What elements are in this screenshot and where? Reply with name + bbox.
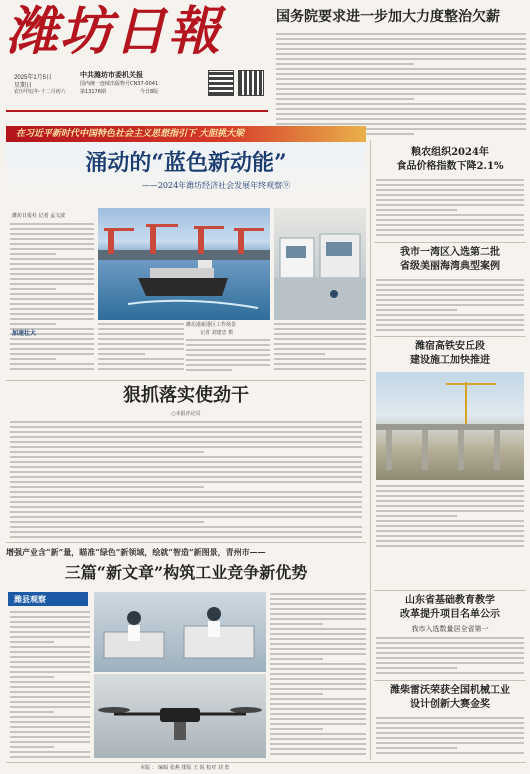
- body-text-line: [186, 339, 270, 341]
- body-text-line: [276, 53, 526, 55]
- banner-text: 在习近平新时代中国特色社会主义思想指引下 大胆挑大梁: [16, 129, 245, 139]
- body-text-line: [10, 501, 362, 503]
- body-text-line: [270, 703, 366, 705]
- railway-scene-graphic: [376, 372, 524, 480]
- body-text-line: [376, 184, 524, 186]
- body-text-line: [98, 363, 184, 365]
- body-text-line: [376, 299, 524, 301]
- footer-divider: [6, 762, 526, 763]
- body-text-line: [376, 179, 524, 181]
- masthead: [0, 0, 270, 112]
- body-text-line: [98, 333, 184, 335]
- body-text-line: [276, 48, 526, 50]
- body-text-line: [270, 613, 366, 615]
- body-text-line: [274, 358, 366, 360]
- body-text-line: [10, 636, 90, 638]
- body-text-line: [98, 348, 184, 350]
- body-text-line: [10, 491, 362, 493]
- body-text-line: [376, 214, 524, 216]
- body-text-line: [10, 308, 94, 310]
- right-photo-railway: [376, 372, 524, 480]
- body-text-line: [376, 495, 524, 497]
- body-text-line: [10, 716, 90, 718]
- right-story3-title2: 建设施工加快推进: [410, 355, 490, 366]
- body-text-line: [276, 93, 526, 95]
- body-text-line: [276, 63, 414, 65]
- qingzhou-label-text: 潍县观察: [14, 595, 46, 604]
- body-text-line: [10, 756, 90, 758]
- body-text-line: [10, 238, 94, 240]
- body-text-line: [10, 343, 94, 345]
- body-text-line: [10, 476, 362, 478]
- body-text-line: [270, 618, 366, 620]
- body-text-line: [10, 426, 362, 428]
- body-text-line: [270, 743, 366, 745]
- body-text-line: [10, 466, 362, 468]
- body-text-line: [376, 520, 524, 522]
- body-text-line: [10, 233, 94, 235]
- body-text-line: [376, 219, 524, 221]
- lead-title-block: [6, 142, 366, 204]
- body-text-line: [10, 421, 362, 423]
- body-text-line: [376, 284, 524, 286]
- qingzhou-photo-workshop: [94, 592, 266, 672]
- body-text-line: [186, 364, 270, 366]
- lead-photo-caption: 潍坊港新港区工作场景: [186, 322, 237, 328]
- body-text-line: [10, 348, 94, 350]
- body-text-line: [274, 338, 366, 340]
- body-text-line: [10, 676, 54, 678]
- body-text-line: [10, 303, 94, 305]
- right-story1-title2: 食品价格指数下降2.1%: [396, 161, 504, 172]
- lead-section-label: 加速壮大: [12, 330, 37, 337]
- right-divider: [374, 242, 526, 243]
- body-text-line: [10, 691, 90, 693]
- body-text-line: [274, 328, 366, 330]
- body-text-line: [10, 736, 90, 738]
- body-text-line: [10, 446, 362, 448]
- masthead-weekday: 星期日: [14, 83, 33, 89]
- body-text-line: [10, 731, 90, 733]
- body-text-line: [376, 234, 524, 236]
- body-text-line: [10, 661, 90, 663]
- body-text-line: [10, 431, 362, 433]
- body-text-line: [10, 263, 94, 265]
- top-right-body: [276, 32, 526, 136]
- body-text-line: [376, 530, 524, 532]
- right-story1-body: [376, 178, 524, 240]
- body-text-line: [274, 323, 366, 325]
- body-text-line: [10, 363, 94, 365]
- body-text-line: [376, 229, 524, 231]
- body-text-line: [10, 681, 90, 683]
- body-text-line: [10, 223, 94, 225]
- lead-col3-text: [186, 338, 270, 372]
- column-divider: [370, 140, 371, 760]
- body-text-line: [270, 608, 366, 610]
- body-text-line: [376, 329, 524, 331]
- commentary-divider: [6, 542, 366, 543]
- body-text-line: [376, 672, 524, 674]
- body-text-line: [274, 333, 366, 335]
- body-text-line: [376, 324, 524, 326]
- lead-photo-credit: 记者 刘建忠 摄: [200, 330, 234, 336]
- body-text-line: [98, 353, 145, 355]
- drone-scene-graphic: [94, 674, 266, 758]
- body-text-line: [10, 696, 90, 698]
- body-text-line: [10, 631, 90, 633]
- body-text-line: [274, 348, 366, 350]
- body-text-line: [270, 593, 366, 595]
- body-text-line: [10, 611, 90, 613]
- body-text-line: [270, 728, 323, 730]
- qingzhou-col1-text: [10, 610, 90, 760]
- right-story4-title: 山东省基础教育教学: [405, 595, 495, 606]
- body-text-line: [276, 33, 526, 35]
- masthead-cn-number: 国内统一连续出版物号CN37-0041: [80, 81, 159, 87]
- body-text-line: [376, 204, 524, 206]
- masthead-pages: 今日8版: [140, 89, 159, 95]
- body-text-line: [10, 481, 362, 483]
- body-text-line: [10, 456, 362, 458]
- body-text-line: [10, 248, 94, 250]
- right-story5-title2: 设计创新大赛金奖: [410, 699, 490, 710]
- qingzhou-photo-drone: [94, 674, 266, 758]
- body-text-line: [10, 273, 94, 275]
- body-text-line: [10, 621, 90, 623]
- body-text-line: [376, 304, 524, 306]
- body-text-line: [10, 506, 362, 508]
- body-text-line: [274, 343, 366, 345]
- body-text-line: [10, 656, 90, 658]
- body-text-line: [10, 666, 90, 668]
- right-story3-title: 潍宿高铁安丘段: [415, 341, 485, 352]
- commentary-byline: ○本报评论员: [171, 411, 201, 417]
- body-text-line: [270, 673, 366, 675]
- body-text-line: [10, 293, 94, 295]
- right-story5-body: [376, 716, 524, 758]
- body-text-line: [10, 706, 90, 708]
- right-story4-title2: 改革提升项目名单公示: [400, 609, 500, 620]
- body-text-line: [376, 737, 524, 739]
- body-text-line: [276, 58, 526, 60]
- body-text-line: [10, 711, 54, 713]
- body-text-line: [98, 328, 184, 330]
- body-text-line: [376, 189, 524, 191]
- body-text-line: [376, 309, 457, 311]
- body-text-line: [10, 746, 54, 748]
- body-text-line: [270, 633, 366, 635]
- lead-photo-port: [98, 208, 270, 320]
- lead-photo-factory: [274, 208, 366, 320]
- body-text-line: [10, 651, 90, 653]
- masthead-divider: [6, 110, 268, 112]
- body-text-line: [98, 368, 184, 370]
- body-text-line: [376, 224, 524, 226]
- body-text-line: [376, 289, 524, 291]
- right-divider: [374, 336, 526, 337]
- body-text-line: [276, 68, 526, 70]
- qr-code-icon[interactable]: [208, 70, 234, 96]
- body-text-line: [376, 490, 524, 492]
- body-text-line: [376, 545, 524, 547]
- banner: [6, 126, 366, 142]
- body-text-line: [276, 88, 526, 90]
- body-text-line: [276, 43, 526, 45]
- body-text-line: [10, 741, 90, 743]
- right-story4-body: [376, 636, 524, 676]
- body-text-line: [376, 279, 524, 281]
- body-text-line: [276, 98, 414, 100]
- body-text-line: [376, 732, 524, 734]
- body-text-line: [376, 662, 524, 664]
- qingzhou-label: [8, 592, 88, 606]
- body-text-line: [376, 647, 524, 649]
- body-text-line: [274, 353, 325, 355]
- body-text-line: [274, 363, 366, 365]
- body-text-line: [270, 603, 366, 605]
- body-text-line: [10, 358, 56, 360]
- body-text-line: [10, 516, 362, 518]
- body-text-line: [10, 521, 204, 523]
- body-text-line: [10, 701, 90, 703]
- body-text-line: [270, 598, 366, 600]
- body-text-line: [270, 658, 323, 660]
- body-text-line: [10, 451, 204, 453]
- body-text-line: [10, 751, 90, 753]
- masthead-issue: 第13176期: [80, 89, 106, 95]
- port-scene-graphic: [98, 208, 270, 320]
- body-text-line: [376, 209, 457, 211]
- body-text-line: [186, 349, 270, 351]
- body-text-line: [270, 663, 366, 665]
- body-text-line: [10, 228, 94, 230]
- body-text-line: [376, 535, 524, 537]
- body-text-line: [10, 243, 94, 245]
- right-divider: [374, 590, 526, 591]
- body-text-line: [376, 637, 524, 639]
- right-story1-title: 粮农组织2024年: [411, 147, 489, 158]
- body-text-line: [376, 722, 524, 724]
- body-text-line: [10, 441, 362, 443]
- body-text-line: [274, 368, 366, 370]
- body-text-line: [10, 338, 94, 340]
- body-text-line: [186, 354, 270, 356]
- qingzhou-kicker: 增强产业含“新”量，瞄准“绿色”新领域，绘就“智造”新图景，青州市——: [6, 547, 266, 557]
- body-text-line: [10, 486, 204, 488]
- body-text-line: [276, 123, 526, 125]
- body-text-line: [376, 314, 524, 316]
- body-text-line: [376, 667, 457, 669]
- body-text-line: [376, 657, 524, 659]
- body-text-line: [10, 646, 90, 648]
- body-text-line: [10, 283, 94, 285]
- body-text-line: [98, 323, 184, 325]
- body-text-line: [376, 652, 524, 654]
- body-text-line: [98, 358, 184, 360]
- body-text-line: [276, 78, 526, 80]
- right-divider: [374, 680, 526, 681]
- body-text-line: [270, 718, 366, 720]
- body-text-line: [270, 623, 323, 625]
- body-text-line: [376, 752, 524, 754]
- body-text-line: [10, 313, 94, 315]
- body-text-line: [270, 683, 366, 685]
- commentary-title: 狠抓落实使劲干: [123, 385, 249, 406]
- body-text-line: [270, 668, 366, 670]
- body-text-line: [276, 118, 526, 120]
- workshop-scene-graphic: [94, 592, 266, 672]
- body-text-line: [10, 686, 90, 688]
- body-text-line: [10, 268, 94, 270]
- body-text-line: [10, 671, 90, 673]
- body-text-line: [98, 338, 184, 340]
- body-text-line: [270, 708, 366, 710]
- body-text-line: [270, 738, 366, 740]
- body-text-line: [10, 353, 94, 355]
- body-text-line: [10, 531, 362, 533]
- body-text-line: [10, 471, 362, 473]
- body-text-line: [376, 540, 524, 542]
- qr-code-icon[interactable]: [238, 70, 264, 96]
- right-story4-sub: 我市入选数量居全省第一: [411, 625, 489, 633]
- right-story3-body: [376, 484, 524, 548]
- lead-col1-text: [10, 222, 94, 372]
- body-text-line: [10, 288, 56, 290]
- body-text-line: [10, 253, 56, 255]
- lead-byline: 潍坊日报社 记者 孟文波: [12, 213, 66, 219]
- body-text-line: [98, 343, 184, 345]
- qingzhou-col3-text: [270, 592, 366, 758]
- body-text-line: [10, 318, 94, 320]
- body-text-line: [10, 436, 362, 438]
- footer-credits: 本版 ： 编辑 张燕 排版 王 锐 校对 刘 勇: [140, 765, 230, 771]
- body-text-line: [186, 344, 270, 346]
- lead-divider: [6, 380, 366, 381]
- body-text-line: [10, 616, 90, 618]
- lead-subtitle: ——2024年潍坊经济社会发展年终观察⑨: [141, 181, 291, 190]
- body-text-line: [10, 526, 362, 528]
- body-text-line: [376, 717, 524, 719]
- body-text-line: [376, 500, 524, 502]
- right-story2-title: 我市一湾区入选第二批: [400, 247, 500, 258]
- masthead-publisher: 中共潍坊市委机关报: [80, 71, 143, 79]
- body-text-line: [10, 461, 362, 463]
- body-text-line: [270, 648, 366, 650]
- body-text-line: [270, 733, 366, 735]
- lead-title: 涌动的“蓝色新动能”: [85, 150, 287, 176]
- body-text-line: [270, 628, 366, 630]
- body-text-line: [270, 748, 366, 750]
- factory-scene-graphic: [274, 208, 366, 320]
- masthead-title: 潍坊日報: [6, 1, 223, 62]
- masthead-lunar: 农历甲辰年·十二月初六: [14, 89, 66, 95]
- body-text-line: [186, 369, 232, 371]
- body-text-line: [276, 113, 526, 115]
- body-text-line: [376, 510, 524, 512]
- body-text-line: [376, 485, 524, 487]
- body-text-line: [276, 103, 526, 105]
- body-text-line: [270, 723, 366, 725]
- body-text-line: [10, 496, 362, 498]
- body-text-line: [10, 258, 94, 260]
- top-right-headline: 国务院要求进一步加大力度整治欠薪: [276, 9, 500, 25]
- body-text-line: [376, 525, 524, 527]
- body-text-line: [10, 536, 362, 538]
- body-text-line: [10, 641, 54, 643]
- body-text-line: [270, 643, 366, 645]
- right-story2-body: [376, 278, 524, 332]
- body-text-line: [270, 688, 366, 690]
- body-text-line: [270, 698, 366, 700]
- body-text-line: [276, 83, 526, 85]
- lead-col4-text: [274, 322, 366, 372]
- body-text-line: [10, 323, 56, 325]
- body-text-line: [276, 73, 526, 75]
- body-text-line: [10, 626, 90, 628]
- body-text-line: [270, 713, 366, 715]
- body-text-line: [376, 742, 524, 744]
- body-text-line: [10, 298, 94, 300]
- body-text-line: [376, 199, 524, 201]
- body-text-line: [376, 194, 524, 196]
- body-text-line: [376, 319, 524, 321]
- body-text-line: [376, 505, 524, 507]
- body-text-line: [376, 515, 457, 517]
- body-text-line: [376, 747, 457, 749]
- body-text-line: [276, 38, 526, 40]
- body-text-line: [10, 726, 90, 728]
- body-text-line: [186, 359, 270, 361]
- body-text-line: [270, 653, 366, 655]
- right-story5-title: 潍柴雷沃荣获全国机械工业: [390, 685, 510, 696]
- qingzhou-title: 三篇“新文章”构筑工业竞争新优势: [64, 563, 308, 582]
- commentary-body: [10, 420, 362, 538]
- body-text-line: [376, 294, 524, 296]
- body-text-line: [270, 678, 366, 680]
- body-text-line: [376, 727, 524, 729]
- masthead-date: 2025年1月5日: [14, 75, 53, 81]
- body-text-line: [276, 108, 526, 110]
- lead-col2-text: [98, 322, 184, 372]
- right-story2-title2: 省级美丽海湾典型案例: [400, 261, 500, 272]
- body-text-line: [270, 753, 366, 755]
- body-text-line: [10, 511, 362, 513]
- body-text-line: [376, 642, 524, 644]
- body-text-line: [270, 638, 366, 640]
- body-text-line: [10, 721, 90, 723]
- body-text-line: [10, 368, 94, 370]
- body-text-line: [270, 693, 323, 695]
- body-text-line: [10, 278, 94, 280]
